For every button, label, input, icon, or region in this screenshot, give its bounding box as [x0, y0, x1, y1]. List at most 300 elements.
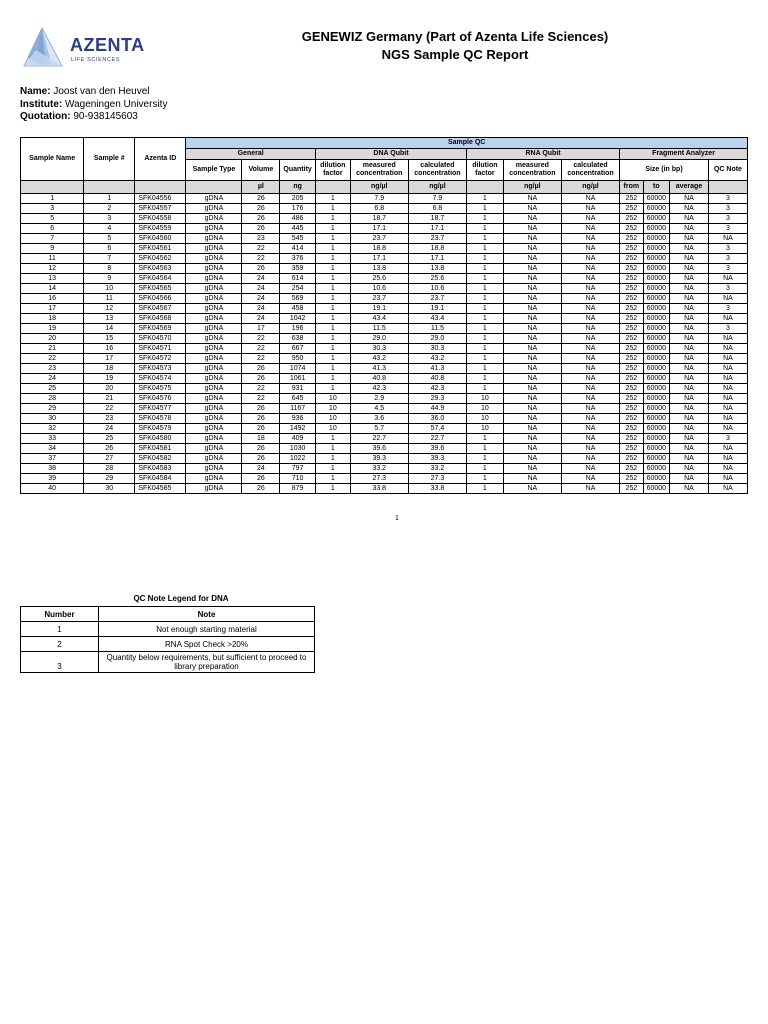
cell-dna-measured: 7.9: [350, 194, 408, 204]
cell-size-average: NA: [670, 294, 709, 304]
cell-sample-number: 7: [84, 254, 135, 264]
table-row: [21, 194, 748, 204]
cell-qc-note: NA: [708, 404, 747, 414]
azenta-logo: [22, 26, 152, 74]
cell-rna-calculated: NA: [561, 254, 619, 264]
cell-sample-number: 17: [84, 354, 135, 364]
table-row: [21, 324, 748, 334]
cell-quantity: 458: [280, 304, 316, 314]
unit-cell: [21, 181, 84, 194]
cell-rna-measured: NA: [503, 384, 561, 394]
cell-quantity: 176: [280, 204, 316, 214]
cell-rna-calculated: NA: [561, 414, 619, 424]
cell-rna-calculated: NA: [561, 444, 619, 454]
cell-dna-measured: 3.6: [350, 414, 408, 424]
cell-size-from: 252: [620, 424, 643, 434]
cell-dna-calculated: 17.1: [408, 254, 466, 264]
cell-qc-note: 3: [708, 254, 747, 264]
cell-sample-type: gDNA: [186, 414, 242, 424]
cell-size-from: 252: [620, 364, 643, 374]
cell-rna-dilution: 1: [467, 224, 504, 234]
col-rna-calculated: calculated concentration: [561, 160, 619, 181]
cell-sample-type: gDNA: [186, 424, 242, 434]
cell-rna-calculated: NA: [561, 214, 619, 224]
cell-qc-note: NA: [708, 474, 747, 484]
cell-sample-name: 3: [21, 204, 84, 214]
cell-sample-number: 14: [84, 324, 135, 334]
cell-quantity: 1022: [280, 454, 316, 464]
cell-sample-number: 3: [84, 214, 135, 224]
group-general: General: [186, 149, 316, 160]
cell-quantity: 376: [280, 254, 316, 264]
cell-rna-calculated: NA: [561, 194, 619, 204]
cell-volume: 24: [242, 464, 280, 474]
cell-quantity: 545: [280, 234, 316, 244]
cell-size-to: 60000: [643, 334, 670, 344]
cell-quantity: 1492: [280, 424, 316, 434]
cell-rna-measured: NA: [503, 334, 561, 344]
cell-qc-note: NA: [708, 274, 747, 284]
unit-average: average: [670, 181, 709, 194]
qc-note-legend-table: [20, 606, 315, 673]
cell-qc-note: NA: [708, 384, 747, 394]
cell-size-from: 252: [620, 314, 643, 324]
legend-row: [21, 652, 315, 673]
legend-number: 3: [21, 652, 99, 673]
unit-cell: [186, 181, 242, 194]
cell-size-average: NA: [670, 434, 709, 444]
table-row: [21, 474, 748, 484]
table-row: [21, 384, 748, 394]
cell-rna-dilution: 1: [467, 294, 504, 304]
cell-dna-dilution: 1: [315, 474, 350, 484]
cell-volume: 22: [242, 354, 280, 364]
cell-sample-name: 30: [21, 414, 84, 424]
table-row: [21, 484, 748, 494]
table-row: [21, 364, 748, 374]
cell-volume: 26: [242, 454, 280, 464]
name-label: Name:: [20, 86, 51, 97]
cell-sample-number: 9: [84, 274, 135, 284]
group-rna-qubit: RNA Qubit: [467, 149, 620, 160]
report-title-line2: NGS Sample QC Report: [381, 47, 529, 62]
cell-rna-calculated: NA: [561, 294, 619, 304]
quotation-line: [20, 111, 167, 124]
legend-col-number: Number: [21, 607, 99, 622]
table-row: [21, 354, 748, 364]
cell-dna-dilution: 1: [315, 214, 350, 224]
table-row: [21, 454, 748, 464]
cell-sample-name: 38: [21, 464, 84, 474]
cell-size-average: NA: [670, 194, 709, 204]
cell-dna-dilution: 1: [315, 254, 350, 264]
cell-dna-measured: 27.3: [350, 474, 408, 484]
cell-volume: 26: [242, 404, 280, 414]
cell-sample-name: 29: [21, 404, 84, 414]
cell-volume: 18: [242, 434, 280, 444]
cell-quantity: 1042: [280, 314, 316, 324]
cell-dna-dilution: 1: [315, 454, 350, 464]
cell-sample-type: gDNA: [186, 244, 242, 254]
cell-rna-measured: NA: [503, 284, 561, 294]
cell-sample-number: 19: [84, 374, 135, 384]
cell-azenta-id: SFK04576: [135, 394, 186, 404]
col-sample-number: Sample #: [84, 138, 135, 181]
cell-sample-name: 18: [21, 314, 84, 324]
unit-cell: [315, 181, 350, 194]
cell-sample-number: 29: [84, 474, 135, 484]
cell-size-average: NA: [670, 484, 709, 494]
cell-dna-calculated: 30.3: [408, 344, 466, 354]
cell-azenta-id: SFK04565: [135, 284, 186, 294]
cell-rna-calculated: NA: [561, 384, 619, 394]
cell-rna-dilution: 1: [467, 324, 504, 334]
unit-dna-calculated: ng/µl: [408, 181, 466, 194]
cell-rna-calculated: NA: [561, 324, 619, 334]
cell-sample-name: 34: [21, 444, 84, 454]
legend-row: [21, 622, 315, 637]
cell-quantity: 645: [280, 394, 316, 404]
cell-azenta-id: SFK04556: [135, 194, 186, 204]
cell-qc-note: 3: [708, 284, 747, 294]
cell-quantity: 1167: [280, 404, 316, 414]
cell-azenta-id: SFK04570: [135, 334, 186, 344]
cell-azenta-id: SFK04584: [135, 474, 186, 484]
cell-quantity: 414: [280, 244, 316, 254]
cell-volume: 26: [242, 414, 280, 424]
cell-dna-measured: 2.9: [350, 394, 408, 404]
cell-rna-measured: NA: [503, 364, 561, 374]
cell-dna-calculated: 23.7: [408, 294, 466, 304]
cell-dna-calculated: 17.1: [408, 224, 466, 234]
cell-azenta-id: SFK04569: [135, 324, 186, 334]
group-dna-qubit: DNA Qubit: [315, 149, 466, 160]
cell-azenta-id: SFK04571: [135, 344, 186, 354]
cell-sample-number: 5: [84, 234, 135, 244]
cell-rna-measured: NA: [503, 294, 561, 304]
cell-qc-note: NA: [708, 464, 747, 474]
cell-dna-measured: 6.8: [350, 204, 408, 214]
cell-sample-number: 13: [84, 314, 135, 324]
cell-quantity: 1030: [280, 444, 316, 454]
cell-size-to: 60000: [643, 424, 670, 434]
cell-quantity: 254: [280, 284, 316, 294]
cell-sample-type: gDNA: [186, 354, 242, 364]
unit-rna-calculated: ng/µl: [561, 181, 619, 194]
cell-qc-note: NA: [708, 444, 747, 454]
cell-dna-dilution: 10: [315, 394, 350, 404]
table-row: [21, 314, 748, 324]
cell-quantity: 710: [280, 474, 316, 484]
cell-rna-calculated: NA: [561, 344, 619, 354]
cell-size-from: 252: [620, 334, 643, 344]
cell-sample-name: 9: [21, 244, 84, 254]
cell-volume: 24: [242, 274, 280, 284]
cell-dna-dilution: 1: [315, 324, 350, 334]
table-row: [21, 234, 748, 244]
cell-rna-calculated: NA: [561, 424, 619, 434]
cell-dna-measured: 19.1: [350, 304, 408, 314]
cell-dna-measured: 11.5: [350, 324, 408, 334]
cell-rna-calculated: NA: [561, 454, 619, 464]
cell-rna-calculated: NA: [561, 354, 619, 364]
cell-qc-note: NA: [708, 414, 747, 424]
cell-rna-measured: NA: [503, 244, 561, 254]
cell-size-to: 60000: [643, 224, 670, 234]
cell-dna-calculated: 43.2: [408, 354, 466, 364]
cell-size-to: 60000: [643, 234, 670, 244]
cell-volume: 24: [242, 284, 280, 294]
cell-azenta-id: SFK04564: [135, 274, 186, 284]
cell-size-average: NA: [670, 264, 709, 274]
cell-dna-calculated: 57.4: [408, 424, 466, 434]
cell-volume: 22: [242, 254, 280, 264]
cell-sample-type: gDNA: [186, 384, 242, 394]
cell-sample-number: 25: [84, 434, 135, 444]
cell-dna-measured: 39.3: [350, 454, 408, 464]
cell-rna-dilution: 1: [467, 444, 504, 454]
cell-sample-type: gDNA: [186, 254, 242, 264]
cell-size-to: 60000: [643, 264, 670, 274]
cell-rna-dilution: 1: [467, 244, 504, 254]
cell-rna-measured: NA: [503, 394, 561, 404]
legend-title: QC Note Legend for DNA: [133, 594, 229, 603]
cell-rna-dilution: 1: [467, 344, 504, 354]
cell-sample-name: 14: [21, 284, 84, 294]
cell-sample-name: 13: [21, 274, 84, 284]
sample-qc-table: [20, 137, 748, 494]
cell-qc-note: 3: [708, 324, 747, 334]
cell-quantity: 486: [280, 214, 316, 224]
col-dna-calculated: calculated concentration: [408, 160, 466, 181]
cell-quantity: 667: [280, 344, 316, 354]
table-row: [21, 294, 748, 304]
cell-dna-measured: 39.6: [350, 444, 408, 454]
cell-dna-dilution: 1: [315, 194, 350, 204]
cell-rna-calculated: NA: [561, 334, 619, 344]
cell-azenta-id: SFK04580: [135, 434, 186, 444]
cell-size-to: 60000: [643, 284, 670, 294]
cell-quantity: 936: [280, 414, 316, 424]
cell-dna-calculated: 29.0: [408, 334, 466, 344]
cell-size-from: 252: [620, 354, 643, 364]
cell-size-from: 252: [620, 294, 643, 304]
cell-size-to: 60000: [643, 254, 670, 264]
unit-cell: [84, 181, 135, 194]
institute-label: Institute:: [20, 98, 63, 110]
cell-azenta-id: SFK04561: [135, 244, 186, 254]
cell-dna-calculated: 33.8: [408, 484, 466, 494]
cell-rna-calculated: NA: [561, 314, 619, 324]
cell-size-from: 252: [620, 204, 643, 214]
cell-sample-number: 16: [84, 344, 135, 354]
cell-sample-number: 11: [84, 294, 135, 304]
cell-size-average: NA: [670, 424, 709, 434]
cell-rna-measured: NA: [503, 234, 561, 244]
cell-sample-name: 28: [21, 394, 84, 404]
cell-sample-number: 23: [84, 414, 135, 424]
cell-size-to: 60000: [643, 304, 670, 314]
cell-dna-calculated: 29.3: [408, 394, 466, 404]
cell-qc-note: 3: [708, 434, 747, 444]
cell-size-average: NA: [670, 374, 709, 384]
cell-sample-name: 39: [21, 474, 84, 484]
cell-rna-measured: NA: [503, 324, 561, 334]
cell-volume: 26: [242, 194, 280, 204]
cell-dna-dilution: 1: [315, 204, 350, 214]
cell-dna-dilution: 1: [315, 354, 350, 364]
cell-volume: 26: [242, 224, 280, 234]
cell-dna-dilution: 10: [315, 424, 350, 434]
cell-azenta-id: SFK04559: [135, 224, 186, 234]
cell-volume: 24: [242, 304, 280, 314]
cell-azenta-id: SFK04572: [135, 354, 186, 364]
cell-volume: 22: [242, 384, 280, 394]
cell-rna-dilution: 1: [467, 254, 504, 264]
cell-azenta-id: SFK04560: [135, 234, 186, 244]
cell-dna-measured: 23.7: [350, 294, 408, 304]
cell-rna-calculated: NA: [561, 204, 619, 214]
cell-dna-dilution: 1: [315, 364, 350, 374]
cell-sample-name: 16: [21, 294, 84, 304]
cell-azenta-id: SFK04583: [135, 464, 186, 474]
cell-qc-note: NA: [708, 354, 747, 364]
cell-dna-calculated: 44.9: [408, 404, 466, 414]
table-row: [21, 394, 748, 404]
cell-volume: 22: [242, 244, 280, 254]
cell-size-from: 252: [620, 324, 643, 334]
cell-dna-calculated: 7.9: [408, 194, 466, 204]
cell-azenta-id: SFK04558: [135, 214, 186, 224]
cell-azenta-id: SFK04574: [135, 374, 186, 384]
cell-sample-number: 30: [84, 484, 135, 494]
institute-value: Wageningen University: [62, 98, 168, 110]
cell-rna-dilution: 1: [467, 214, 504, 224]
cell-dna-calculated: 27.3: [408, 474, 466, 484]
cell-qc-note: NA: [708, 334, 747, 344]
cell-dna-measured: 22.7: [350, 434, 408, 444]
cell-size-from: 252: [620, 384, 643, 394]
cell-rna-dilution: 1: [467, 364, 504, 374]
cell-size-to: 60000: [643, 194, 670, 204]
cell-size-from: 252: [620, 214, 643, 224]
cell-volume: 23: [242, 234, 280, 244]
cell-rna-dilution: 1: [467, 314, 504, 324]
table-row: [21, 204, 748, 214]
cell-size-average: NA: [670, 214, 709, 224]
cell-size-to: 60000: [643, 204, 670, 214]
cell-size-average: NA: [670, 444, 709, 454]
cell-qc-note: NA: [708, 484, 747, 494]
cell-sample-name: 23: [21, 364, 84, 374]
cell-dna-calculated: 39.3: [408, 454, 466, 464]
cell-dna-calculated: 13.8: [408, 264, 466, 274]
cell-size-from: 252: [620, 224, 643, 234]
quotation-label: Quotation:: [20, 111, 71, 122]
cell-sample-type: gDNA: [186, 484, 242, 494]
table-row: [21, 424, 748, 434]
cell-size-to: 60000: [643, 384, 670, 394]
cell-dna-measured: 43.4: [350, 314, 408, 324]
table-row: [21, 464, 748, 474]
cell-dna-measured: 18.7: [350, 214, 408, 224]
cell-rna-calculated: NA: [561, 264, 619, 274]
cell-sample-name: 1: [21, 194, 84, 204]
unit-dna-measured: ng/µl: [350, 181, 408, 194]
unit-cell: [135, 181, 186, 194]
cell-azenta-id: SFK04581: [135, 444, 186, 454]
unit-cell: [708, 181, 747, 194]
cell-size-average: NA: [670, 254, 709, 264]
col-dna-measured: measured concentration: [350, 160, 408, 181]
table-row: [21, 214, 748, 224]
cell-dna-measured: 13.8: [350, 264, 408, 274]
cell-sample-type: gDNA: [186, 464, 242, 474]
cell-size-from: 252: [620, 444, 643, 454]
cell-dna-calculated: 42.3: [408, 384, 466, 394]
cell-sample-type: gDNA: [186, 364, 242, 374]
cell-sample-type: gDNA: [186, 234, 242, 244]
cell-qc-note: 3: [708, 194, 747, 204]
cell-size-average: NA: [670, 384, 709, 394]
cell-sample-number: 26: [84, 444, 135, 454]
cell-azenta-id: SFK04585: [135, 484, 186, 494]
cell-dna-calculated: 39.6: [408, 444, 466, 454]
cell-azenta-id: SFK04579: [135, 424, 186, 434]
cell-dna-calculated: 40.8: [408, 374, 466, 384]
cell-rna-calculated: NA: [561, 244, 619, 254]
cell-volume: 26: [242, 474, 280, 484]
cell-rna-dilution: 1: [467, 374, 504, 384]
cell-sample-name: 40: [21, 484, 84, 494]
cell-dna-calculated: 33.2: [408, 464, 466, 474]
cell-size-to: 60000: [643, 324, 670, 334]
cell-dna-dilution: 1: [315, 444, 350, 454]
cell-size-from: 252: [620, 474, 643, 484]
cell-quantity: 931: [280, 384, 316, 394]
cell-size-from: 252: [620, 374, 643, 384]
cell-rna-measured: NA: [503, 454, 561, 464]
cell-rna-dilution: 1: [467, 194, 504, 204]
cell-size-from: 252: [620, 284, 643, 294]
institute-line: [20, 99, 167, 112]
cell-size-from: 252: [620, 434, 643, 444]
cell-dna-dilution: 1: [315, 344, 350, 354]
cell-sample-type: gDNA: [186, 434, 242, 444]
cell-azenta-id: SFK04566: [135, 294, 186, 304]
cell-quantity: 359: [280, 264, 316, 274]
cell-quantity: 569: [280, 294, 316, 304]
cell-rna-dilution: 1: [467, 434, 504, 444]
cell-rna-measured: NA: [503, 194, 561, 204]
cell-volume: 24: [242, 294, 280, 304]
cell-quantity: 638: [280, 334, 316, 344]
cell-size-to: 60000: [643, 444, 670, 454]
cell-sample-number: 21: [84, 394, 135, 404]
cell-size-average: NA: [670, 394, 709, 404]
cell-size-to: 60000: [643, 364, 670, 374]
cell-rna-dilution: 1: [467, 454, 504, 464]
cell-sample-number: 22: [84, 404, 135, 414]
cell-size-average: NA: [670, 204, 709, 214]
cell-qc-note: NA: [708, 234, 747, 244]
cell-size-average: NA: [670, 354, 709, 364]
cell-sample-name: 12: [21, 264, 84, 274]
legend-note: Not enough starting material: [99, 622, 315, 637]
legend-note: RNA Spot Check >20%: [99, 637, 315, 652]
cell-dna-calculated: 6.8: [408, 204, 466, 214]
cell-dna-calculated: 25.6: [408, 274, 466, 284]
